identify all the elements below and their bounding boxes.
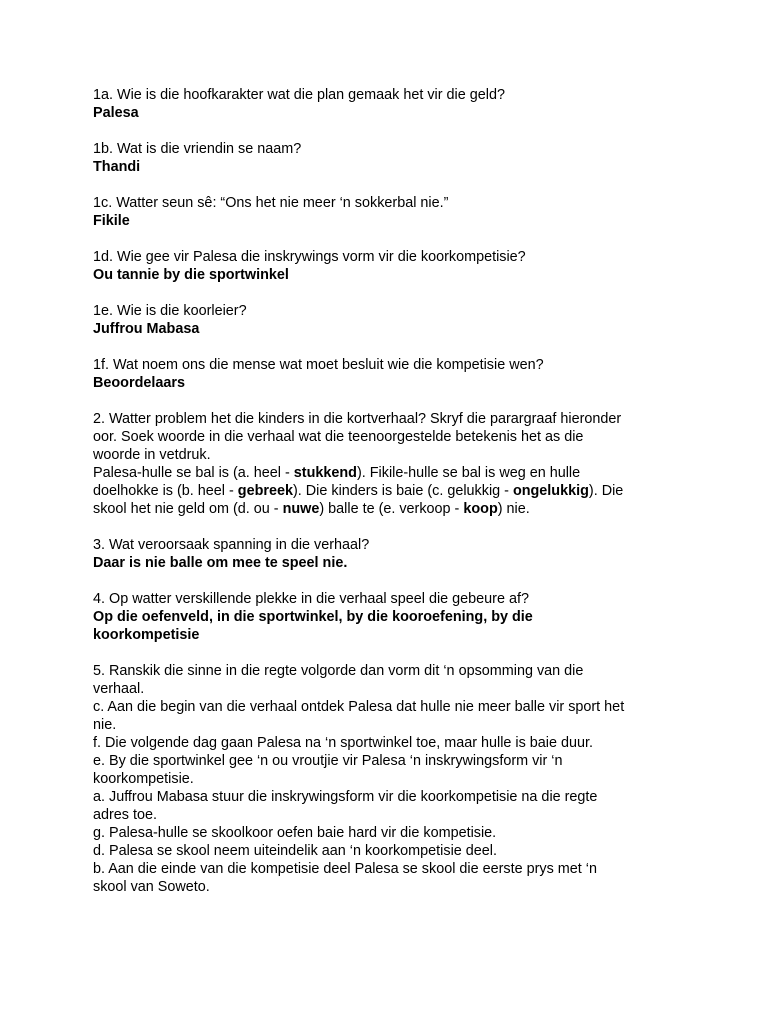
paragraph-line (93, 464, 673, 482)
bold-answer: koop (463, 501, 498, 517)
question-text: 1d. Wie gee vir Palesa die inskrywings vorm vir die koorkompetisie? (93, 249, 526, 265)
text-run: ). Die (588, 483, 624, 499)
question-1d (93, 248, 673, 284)
text-run: ) nie. (497, 501, 530, 517)
question-1b (93, 140, 673, 176)
question-4 (93, 590, 673, 644)
text-run: doelhokke is (b. heel - (93, 483, 238, 499)
answer-text: Fikile (93, 213, 130, 229)
answer-text: Beoordelaars (93, 375, 185, 391)
list-item: f. Die volgende dag gaan Palesa na ‘n sportwinkel toe, maar hulle is baie duur. (93, 735, 593, 751)
answer-text: Juffrou Mabasa (93, 321, 200, 337)
question-text: 5. Ranskik die sinne in die regte volgorde dan vorm dit ‘n opsomming van die (93, 663, 584, 679)
list-item: g. Palesa-hulle se skoolkoor oefen baie hard vir die kompetisie. (93, 825, 497, 841)
question-3 (93, 536, 673, 572)
question-text: 1a. Wie is die hoofkarakter wat die plan gemaak het vir die geld? (93, 87, 505, 103)
question-1f (93, 356, 673, 392)
document-page (93, 86, 673, 914)
question-text: woorde in vetdruk. (93, 447, 211, 463)
answer-text: koorkompetisie (93, 627, 200, 643)
list-item: e. By die sportwinkel gee ‘n ou vroutjie vir Palesa ‘n inskrywingsform vir ‘n (93, 753, 563, 769)
question-text: oor. Soek woorde in die verhaal wat die teenoorgestelde betekenis het as die (93, 429, 584, 445)
paragraph-line (93, 482, 673, 500)
answer-text: Daar is nie balle om mee te speel nie. (93, 555, 348, 571)
question-text: 1f. Wat noem ons die mense wat moet besluit wie die kompetisie wen? (93, 357, 544, 373)
question-1a (93, 86, 673, 122)
answer-text: Ou tannie by die sportwinkel (93, 267, 289, 283)
question-2 (93, 410, 673, 518)
text-run: ). Fikile-hulle se bal is weg en hulle (356, 465, 581, 481)
bold-answer: gebreek (237, 483, 293, 499)
question-1e (93, 302, 673, 338)
answer-text: Palesa (93, 105, 139, 121)
list-item: adres toe. (93, 807, 157, 823)
question-5 (93, 662, 673, 896)
list-item: a. Juffrou Mabasa stuur die inskrywingsform vir die koorkompetisie na die regte (93, 789, 598, 805)
text-run: ) balle te (e. verkoop - (319, 501, 464, 517)
answer-text: Op die oefenveld, in die sportwinkel, by die kooroefening, by die (93, 609, 533, 625)
list-item: c. Aan die begin van die verhaal ontdek Palesa dat hulle nie meer balle vir sport het (93, 699, 625, 715)
bold-answer: ongelukkig (512, 483, 589, 499)
list-item: d. Palesa se skool neem uiteindelik aan ‘n koorkompetisie deel. (93, 843, 497, 859)
text-run: ). Die kinders is baie (c. gelukkig - (293, 483, 513, 499)
answer-text: Thandi (93, 159, 141, 175)
question-text: 1e. Wie is die koorleier? (93, 303, 247, 319)
list-item: nie. (93, 717, 117, 733)
question-text: 2. Watter problem het die kinders in die kortverhaal? Skryf die parargraaf hieronder (93, 411, 622, 427)
question-text: verhaal. (93, 681, 145, 697)
question-text: 1b. Wat is die vriendin se naam? (93, 141, 302, 157)
question-text: 4. Op watter verskillende plekke in die verhaal speel die gebeure af? (93, 591, 529, 607)
text-run: Palesa-hulle se bal is (a. heel - (93, 465, 294, 481)
text-run: skool het nie geld om (d. ou - (93, 501, 283, 517)
list-item: skool van Soweto. (93, 879, 210, 895)
question-text: 3. Wat veroorsaak spanning in die verhaal? (93, 537, 370, 553)
list-item: koorkompetisie. (93, 771, 194, 787)
question-text: 1c. Watter seun sê: “Ons het nie meer ‘n sokkerbal nie.” (93, 195, 449, 211)
list-item: b. Aan die einde van die kompetisie deel Palesa se skool die eerste prys met ‘n (93, 861, 597, 877)
bold-answer: nuwe (282, 501, 320, 517)
question-1c (93, 194, 673, 230)
paragraph-line (93, 500, 673, 518)
bold-answer: stukkend (293, 465, 357, 481)
